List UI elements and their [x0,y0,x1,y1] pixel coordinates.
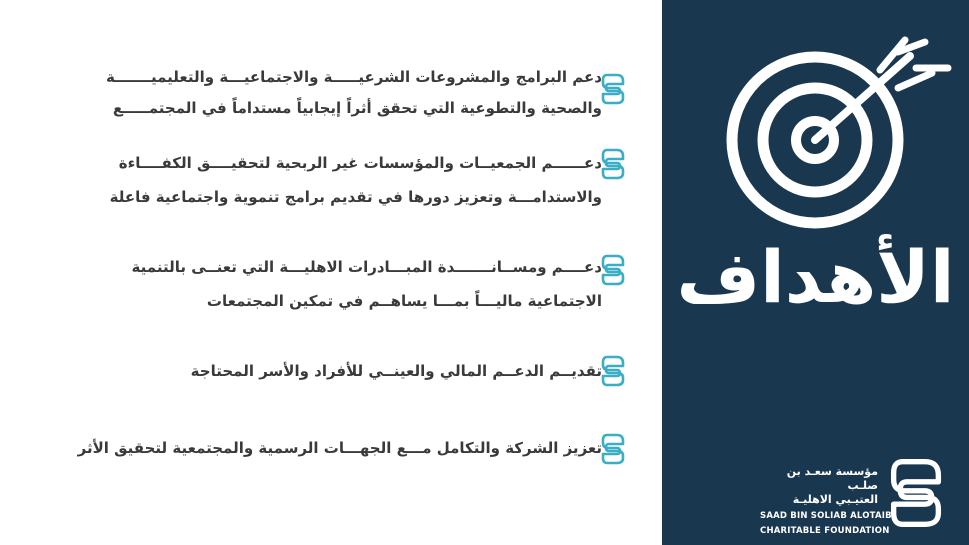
goal-3-line-1: دعــــم ومســانـــــــدة المبـــادرات الاهليـــة التي تعنــى بالتنمية [131,258,602,276]
foundation-logo-icon [600,253,626,287]
foundation-name [760,465,895,537]
page-title: الأهداف [676,235,955,319]
goal-3-line-2: الاجتماعية ماليـــاً بمـــا يساهــم في تمكين المجتمعات [206,292,602,310]
goal-item-1 [42,62,602,124]
foundation-arabic-line-1: مؤسسة سعـد بن صلـب [786,465,878,492]
goal-item-3 [42,252,602,317]
foundation-logo-icon [885,455,947,531]
goal-item-5 [42,433,602,464]
foundation-arabic-line-2: العتيـبي الاهليـة [792,493,878,506]
foundation-english-line-1: SAAD BIN SOLIAB ALOTAIBI [760,511,896,521]
target-arrow-icon [720,30,955,230]
goal-item-2 [42,148,602,213]
foundation-logo-icon [600,72,626,106]
foundation-logo-icon [600,432,626,466]
foundation-logo-icon [600,147,626,181]
goal-1-line-1: دعم البرامج والمشروعات الشرعيـــــة والاجتماعيـــة والتعليميـــــــة [106,68,602,86]
foundation-english-line-2: CHARITABLE FOUNDATION [760,526,890,536]
goal-item-4 [42,356,602,387]
goal-1-line-2: والصحية والتطوعية التي تحقق أثراً إيجابياً مستداماً في المجتمـــــع [112,99,602,117]
goal-2-line-2: والاستدامـــة وتعزيز دورها في تقديم برامج تنموية واجتماعية فاعلة [109,188,602,206]
goal-2-line-1: دعــــــم الجمعيــات والمؤسسات غير الربحية لتحقيــــق الكفــــاءة [118,154,602,172]
goal-4-line-1: تقديــم الدعــم المالي والعينــي للأفراد والأسر المحتاجة [190,362,602,380]
foundation-logo-icon [600,354,626,388]
goal-5-line-1: تعزيز الشركة والتكامل مـــع الجهـــات الرسمية والمجتمعية لتحقيق الأثر [77,439,602,457]
